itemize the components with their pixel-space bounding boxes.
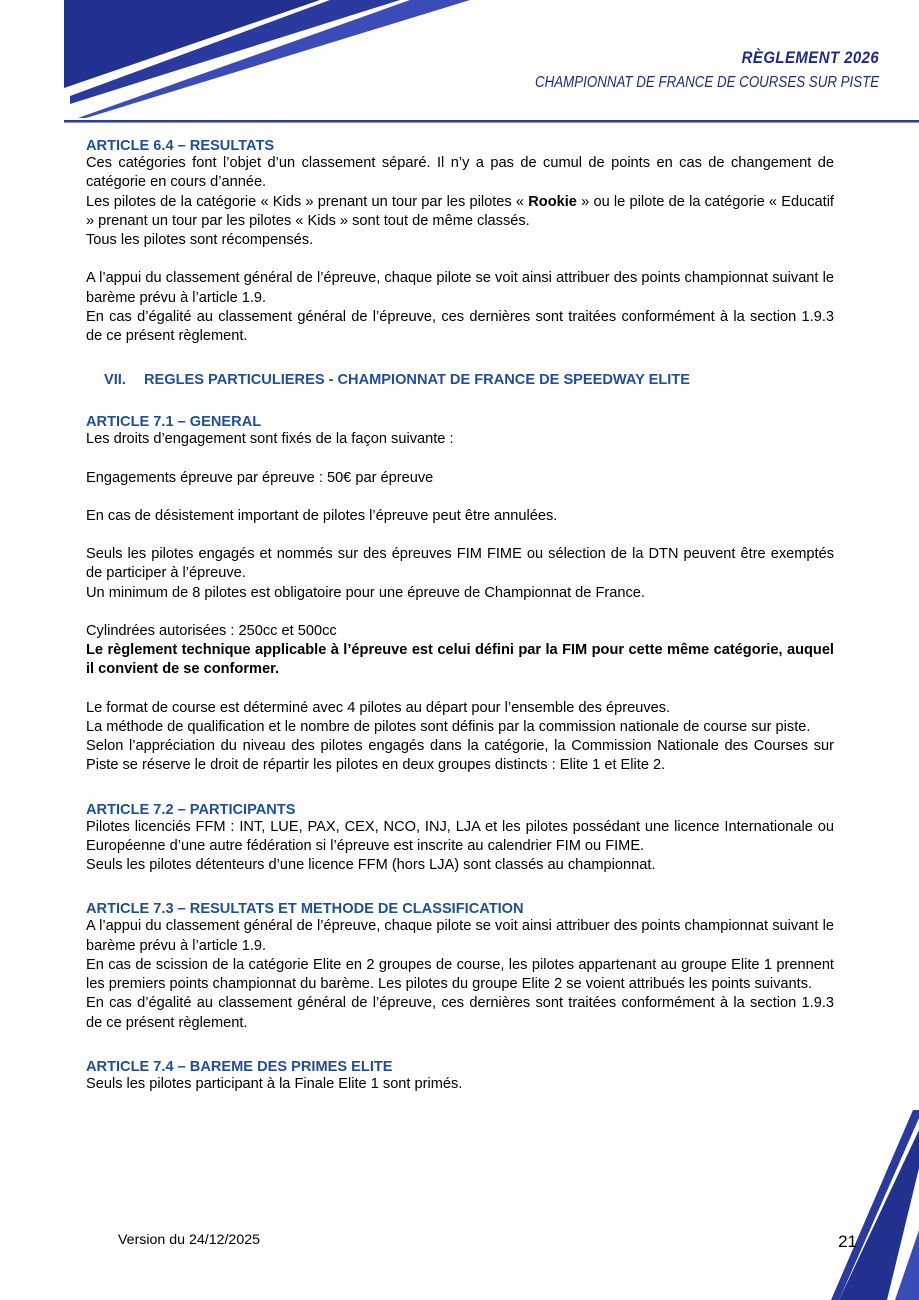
paragraph-7-1-7: Le règlement technique applicable à l’épreuve est celui défini par la FIM pour cette même catégorie, auquel il convient de se conformer.: [86, 642, 834, 678]
paragraph-7-2-2: Seuls les pilotes détenteurs d’une licence FFM (hors LJA) sont classés au championnat.: [86, 857, 656, 873]
paragraph-7-3-3: En cas d’égalité au classement général de l’épreuve, ces dernières sont traitées conformément à la section 1.9.3 de ce présent règlement.: [86, 995, 834, 1031]
heading-article-7-1: ARTICLE 7.1 – GENERAL: [86, 414, 262, 431]
header-title-block: [479, 48, 879, 92]
paragraph-6-4-2-part2: » ou le pilote de la catégorie « Educatif » prenant un tour par les pilotes « Kids » sont tout de même classés.: [86, 193, 834, 229]
paragraph-7-1-10: Selon l’appréciation du niveau des pilotes engagés dans la catégorie, la Commission Nationale des Courses sur Piste se réserve le droit de répartir les pilotes en deux groupes distincts : Elite 1 et Elite 2.: [86, 738, 834, 774]
heading-article-7-2: ARTICLE 7.2 – PARTICIPANTS: [86, 801, 296, 818]
paragraph-7-1-1: Les droits d’engagement sont fixés de la façon suivante :: [86, 431, 454, 448]
paragraph-6-4-2: [86, 193, 834, 232]
paragraph-7-1-2: Engagements épreuve par épreuve : 50€ par épreuve: [86, 469, 434, 486]
paragraph-6-4-2-bold: Rookie: [528, 193, 577, 210]
heading-article-6-4: ARTICLE 6.4 – RESULTATS: [86, 138, 275, 154]
section-vii-title: REGLES PARTICULIERES - CHAMPIONNAT DE FRANCE DE SPEEDWAY ELITE: [144, 372, 690, 389]
page-header: [0, 0, 919, 124]
paragraph-7-1-9: La méthode de qualification et le nombre de pilotes sont définis par la commission nationale de course sur piste.: [86, 718, 811, 735]
paragraph-7-1-3: En cas de désistement important de pilotes l’épreuve peut être annulées.: [86, 507, 558, 524]
heading-article-7-4: ARTICLE 7.4 – BAREME DES PRIMES ELITE: [86, 1058, 393, 1075]
heading-section-vii: [86, 372, 834, 388]
paragraph-6-4-5: En cas d’égalité au classement général de l’épreuve, ces dernières sont traitées conformément à la section 1.9.3 de ce présent règlement.: [86, 308, 834, 344]
paragraph-6-4-1: Ces catégories font l’objet d’un classement séparé. Il n’y a pas de cumul de points en cas de changement de catégorie en cours d’année.: [86, 155, 834, 191]
reglement-title: RÈGLEMENT 2026: [741, 48, 879, 67]
paragraph-7-3-1: A l’appui du classement général de l’épreuve, chaque pilote se voit ainsi attribuer des points championnat suivant le barème prévu à l’article 1.9.: [86, 918, 834, 954]
section-vii-number: VII.: [104, 372, 126, 389]
header-subtitle: CHAMPIONNAT DE FRANCE DE COURSES SUR PISTE: [534, 74, 879, 91]
footer-page-number: 21: [838, 1232, 857, 1251]
paragraph-6-4-3: Tous les pilotes sont récompensés.: [86, 232, 314, 248]
paragraph-7-3-2: En cas de scission de la catégorie Elite en 2 groupes de course, les pilotes appartenant au groupe Elite 1 prennent les premiers points championnat du barème. Les pilotes du groupe Elite 2 se voient attribués les points suivants.: [86, 956, 834, 992]
paragraph-7-1-6: Cylindrées autorisées : 250cc et 500cc: [86, 622, 337, 639]
heading-article-7-3: ARTICLE 7.3 – RESULTATS ET METHODE DE CLASSIFICATION: [86, 901, 524, 918]
paragraph-7-1-5: Un minimum de 8 pilotes est obligatoire pour une épreuve de Championnat de France.: [86, 584, 645, 601]
paragraph-6-4-4: A l’appui du classement général de l’épreuve, chaque pilote se voit ainsi attribuer des points championnat suivant le barème prévu à l’article 1.9.: [86, 270, 834, 306]
footer-decoration: [809, 1110, 919, 1300]
footer-decoration-svg: [809, 1110, 919, 1300]
paragraph-7-1-8: Le format de course est déterminé avec 4 pilotes au départ pour l’ensemble des épreuves.: [86, 699, 671, 716]
paragraph-7-2-1: Pilotes licenciés FFM : INT, LUE, PAX, CEX, NCO, INJ, LJA et les pilotes possédant une licence Internationale ou Européenne d’une autre fédération si l’épreuve est inscrite au calendrier FIM ou FIME.: [86, 818, 834, 854]
paragraph-6-4-2-part1: Les pilotes de la catégorie « Kids » prenant un tour par les pilotes «: [86, 193, 529, 210]
paragraph-7-4-1: Seuls les pilotes participant à la Finale Elite 1 sont primés.: [86, 1075, 463, 1092]
footer-version: Version du 24/12/2025: [118, 1232, 260, 1248]
paragraph-7-1-4: Seuls les pilotes engagés et nommés sur des épreuves FIM FIME ou sélection de la DTN peuvent être exemptés de participer à l’épreuve.: [86, 546, 834, 582]
document-body: [86, 138, 834, 1094]
